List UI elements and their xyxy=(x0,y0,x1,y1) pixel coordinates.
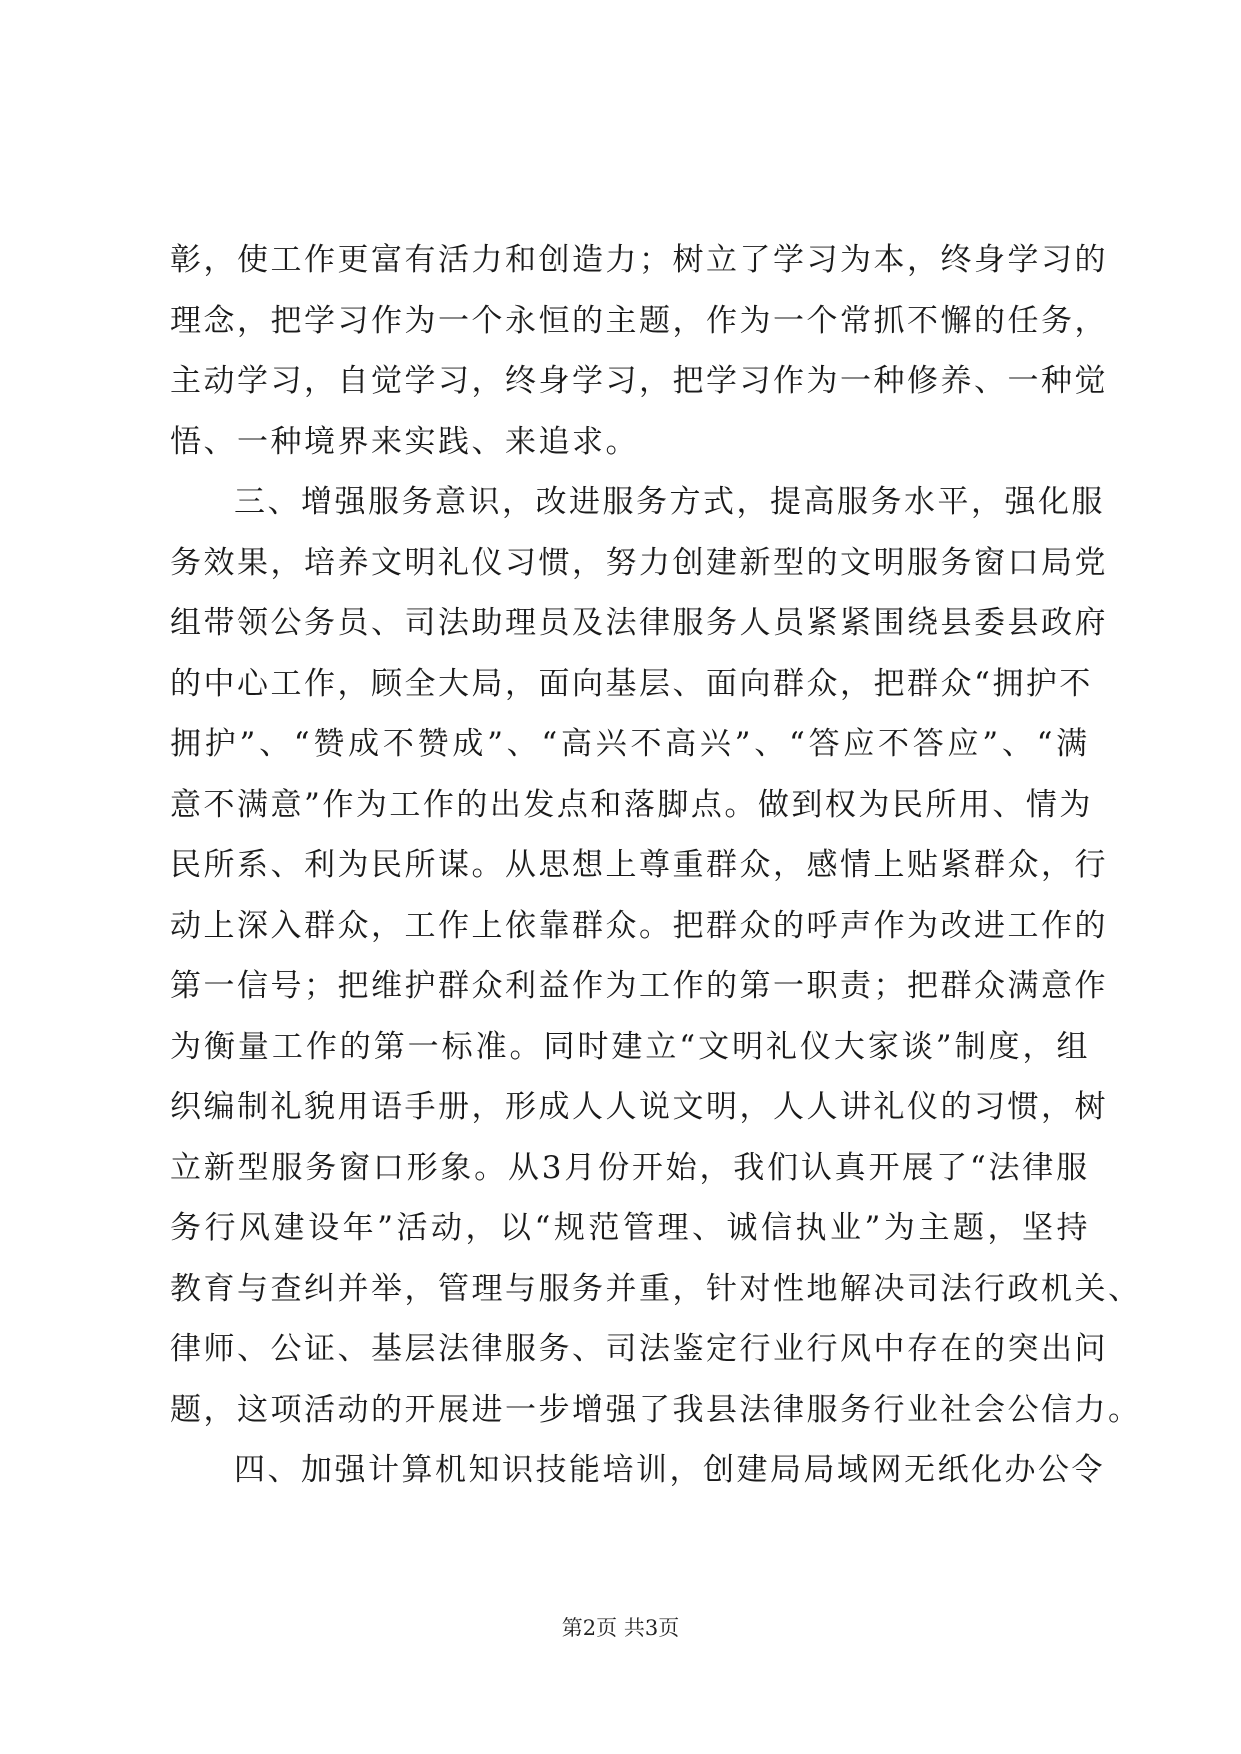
text-line: 三 、 增 强 服 务 意 识 ， 改 进 服 务 方 式 ， 提 高 服 务 水 平 ， 强 化 服 xyxy=(234,484,1105,520)
text-line: 拥 护 ” 、 “ 赞 成 不 赞 成 ” 、 “ 高 兴 不 高 兴 ” 、 “ 答 应 不 答 应 ” 、 “ 满 xyxy=(170,726,1090,762)
text-line: 织 编 制 礼 貌 用 语 手 册 ， 形 成 人 人 说 文 明 ， 人 人 讲 礼 仪 的 习 惯 ， 树 xyxy=(170,1089,1108,1125)
text-line: 动 上 深 入 群 众 ， 工 作 上 依 靠 群 众 。 把 群 众 的 呼 声 作 为 改 进 工 作 的 xyxy=(170,907,1108,944)
text-line: 律 师 、 公 证 、 基 层 法 律 服 务 、 司 法 鉴 定 行 业 行 风 中 存 在 的 突 出 问 xyxy=(170,1331,1108,1367)
page-footer: 第2页 共3页 xyxy=(561,1616,680,1640)
text-line: 题 ， 这 项 活 动 的 开 展 进 一 步 增 强 了 我 县 法 律 服 务 行 业 社 会 公 信 力 。 xyxy=(170,1391,1142,1428)
text-line: 教 育 与 查 纠 并 举 ， 管 理 与 服 务 并 重 ， 针 对 性 地 解 决 司 法 行 政 机 关 、 xyxy=(170,1270,1142,1307)
text-line: 四 、 加 强 计 算 机 知 识 技 能 培 训 ， 创 建 局 局 域 网 无 纸 化 办 公 令 xyxy=(234,1452,1105,1488)
document-body xyxy=(170,230,1142,1501)
text-line: 彰 ， 使 工 作 更 富 有 活 力 和 创 造 力 ； 树 立 了 学 习 为 本 ， 终 身 学 习 的 xyxy=(170,242,1108,278)
text-line: 民 所 系 、 利 为 民 所 谋 。 从 思 想 上 尊 重 群 众 ， 感 情 上 贴 紧 群 众 ， 行 xyxy=(170,847,1108,883)
text-line: 主 动 学 习 ， 自 觉 学 习 ， 终 身 学 习 ， 把 学 习 作 为 一 种 修 养 、 一 种 觉 xyxy=(170,363,1108,399)
text-line: 悟、一种境界来实践、来追求。 xyxy=(170,423,639,460)
text-line: 组 带 领 公 务 员 、 司 法 助 理 员 及 法 律 服 务 人 员 紧 紧 围 绕 县 委 县 政 府 xyxy=(170,605,1108,641)
text-line: 的 中 心 工 作 ， 顾 全 大 局 ， 面 向 基 层 、 面 向 群 众 ， 把 群 众 “ 拥 护 不 xyxy=(170,665,1093,702)
text-line: 意 不 满 意 ” 作 为 工 作 的 出 发 点 和 落 脚 点 。 做 到 权 为 民 所 用 、 情 为 xyxy=(170,786,1093,823)
text-line: 为 衡 量 工 作 的 第 一 标 准 。 同 时 建 立 “ 文 明 礼 仪 大 家 谈 ” 制 度 ， 组 xyxy=(170,1028,1090,1065)
text-line: 理 念 ， 把 学 习 作 为 一 个 永 恒 的 主 题 ， 作 为 一 个 常 抓 不 懈 的 任 务 ， xyxy=(170,302,1108,339)
text-line: 第 一 信 号 ； 把 维 护 群 众 利 益 作 为 工 作 的 第 一 职 责 ； 把 群 众 满 意 作 xyxy=(170,968,1108,1004)
text-line: 务 效 果 ， 培 养 文 明 礼 仪 习 惯 ， 努 力 创 建 新 型 的 文 明 服 务 窗 口 局 党 xyxy=(170,544,1108,581)
text-line: 务 行 风 建 设 年 ” 活 动 ， 以 “ 规 范 管 理 、 诚 信 执 业 ” 为 主 题 ， 坚 持 xyxy=(170,1210,1090,1246)
text-line: 立 新 型 服 务 窗 口 形 象 。 从 3 月 份 开 始 ， 我 们 认 真 开 展 了 “ 法 律 服 xyxy=(170,1149,1090,1186)
